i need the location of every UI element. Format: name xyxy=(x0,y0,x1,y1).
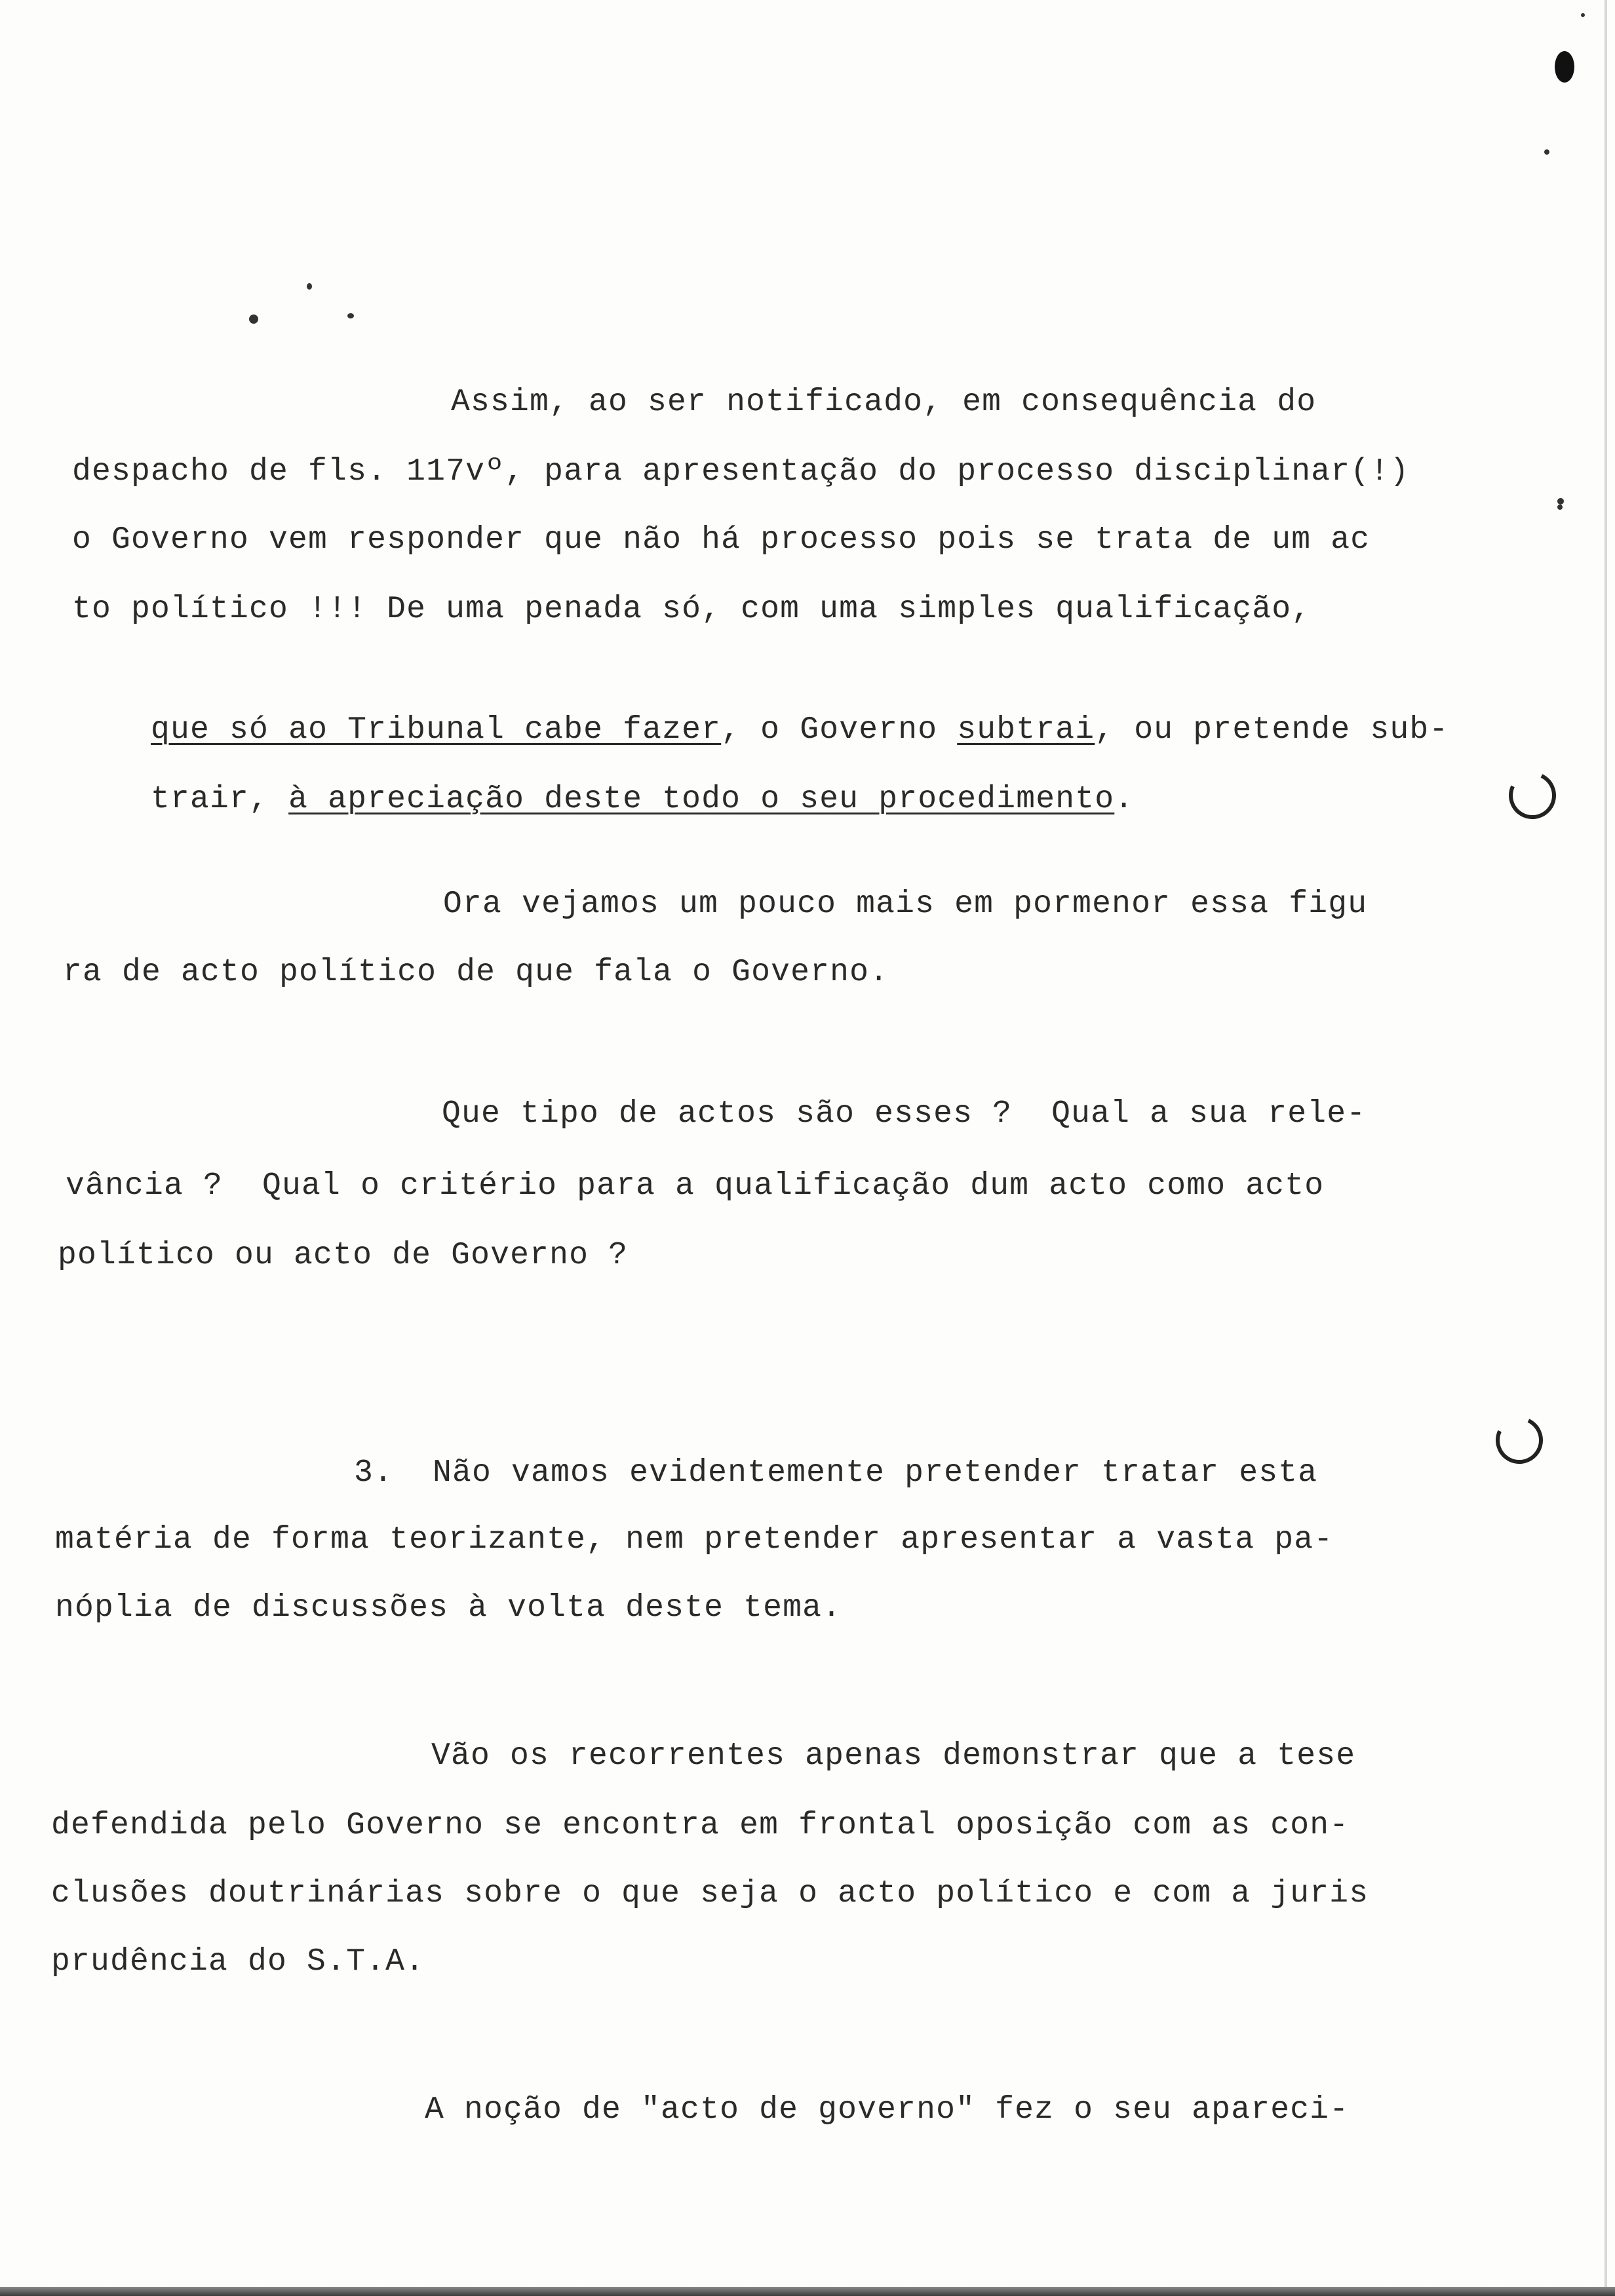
text-line: 3. Não vamos evidentemente pretender tratar esta xyxy=(354,1455,1318,1491)
text-segment: trair, xyxy=(151,782,289,817)
text-line: to político !!! De uma penada só, com uma simples qualificação, xyxy=(72,592,1312,627)
text-line: defendida pelo Governo se encontra em frontal oposição com as con- xyxy=(51,1808,1350,1843)
speck xyxy=(249,315,258,324)
speck xyxy=(1557,505,1563,510)
punch-hole-mark xyxy=(1489,1410,1549,1470)
text-line: prudência do S.T.A. xyxy=(51,1944,425,1980)
text-line xyxy=(72,740,1134,858)
underlined-phrase: subtrai xyxy=(957,712,1095,748)
text-segment: . xyxy=(1114,782,1135,817)
text-line: despacho de fls. 117vº, para apresentação do processo disciplinar(!) xyxy=(72,454,1410,489)
ink-blot xyxy=(1555,51,1574,83)
speck xyxy=(307,283,312,290)
text-line: político ou acto de Governo ? xyxy=(58,1238,629,1273)
text-line: Vão os recorrentes apenas demonstrar que a tese xyxy=(431,1738,1356,1774)
scan-edge xyxy=(1605,0,1607,2296)
text-line: matéria de forma teorizante, nem pretender apresentar a vasta pa- xyxy=(55,1522,1334,1558)
speck xyxy=(1557,498,1564,505)
speck xyxy=(1544,149,1549,155)
text-line: vância ? Qual o critério para a qualificação dum acto como acto xyxy=(66,1168,1325,1204)
text-line: nóplia de discussões à volta deste tema. xyxy=(55,1590,842,1626)
text-line: Assim, ao ser notificado, em consequência do xyxy=(451,385,1317,420)
scan-bottom-edge xyxy=(0,2287,1615,2296)
text-line: A noção de "acto de governo" fez o seu apareci- xyxy=(425,2092,1350,2128)
text-line: clusões doutrinárias sobre o que seja o acto político e com a juris xyxy=(51,1876,1369,1911)
text-line: Ora vejamos um pouco mais em pormenor essa figu xyxy=(443,887,1368,922)
underlined-phrase: que só ao Tribunal cabe fazer xyxy=(151,712,722,748)
text-line: Que tipo de actos são esses ? Qual a sua rele- xyxy=(442,1096,1367,1132)
punch-hole-mark xyxy=(1502,765,1563,826)
speck xyxy=(347,313,354,318)
text-segment: , o Governo xyxy=(721,712,958,748)
underlined-phrase: à apreciação deste todo o seu procedimento xyxy=(288,782,1115,817)
text-line: o Governo vem responder que não há processo pois se trata de um ac xyxy=(72,522,1371,558)
text-line: ra de acto político de que fala o Governo. xyxy=(63,955,889,990)
speck xyxy=(1581,13,1585,17)
text-segment: , ou pretende sub- xyxy=(1095,712,1449,748)
